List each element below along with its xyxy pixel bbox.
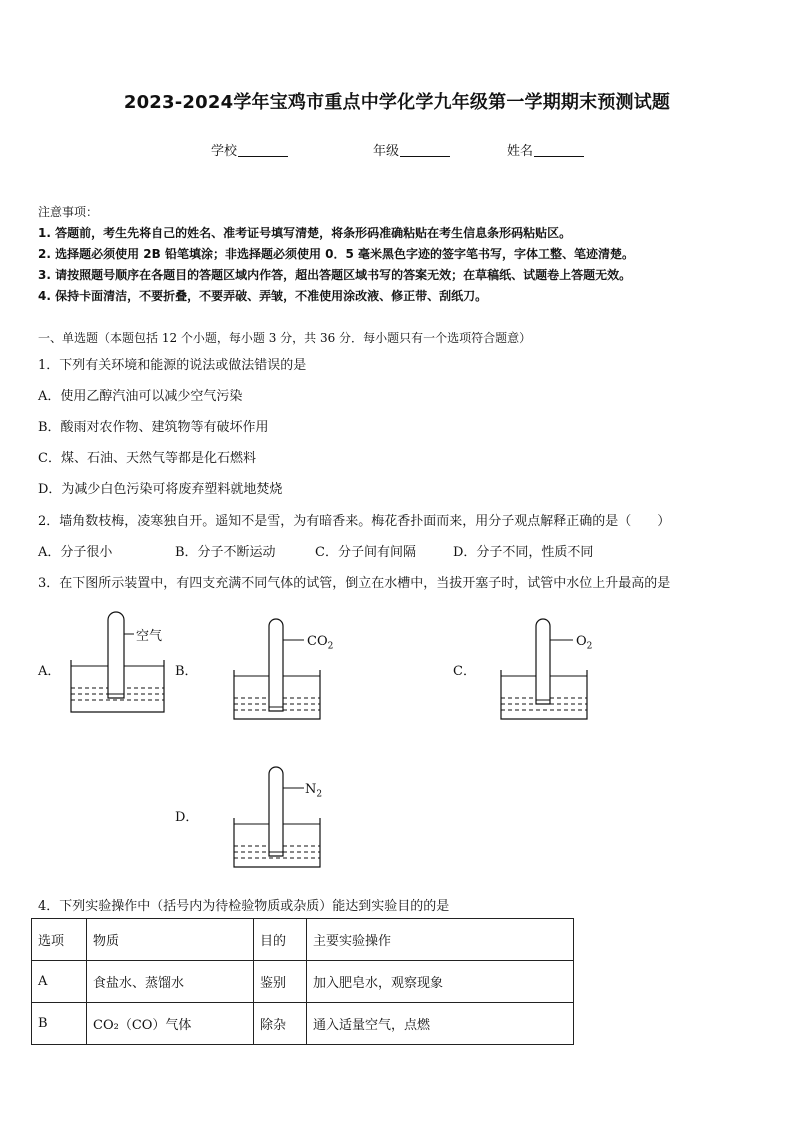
q3-option-c-letter: C．: [453, 664, 476, 679]
table-cell: 除杂: [254, 1003, 307, 1045]
table-cell: 加入肥皂水，观察现象: [307, 961, 574, 1003]
notice-item-2: 2. 选择题必须使用 2B 铅笔填涂；非选择题必须使用 0．5 毫米黑色字迹的签字笔书写，字体工整、笔迹清楚。: [38, 247, 634, 261]
table-cell: 通入适量空气，点燃: [307, 1003, 574, 1045]
name-label: 姓名: [507, 144, 534, 159]
table-header-cell: 目的: [254, 919, 307, 961]
q3-stem: 3．在下图所示装置中，有四支充满不同气体的试管，倒立在水槽中，当拔开塞子时，试管中水位上升最高的是: [38, 576, 671, 591]
school-field: [211, 140, 288, 159]
table-header-cell: 主要实验操作: [307, 919, 574, 961]
section-heading: 一、单选题（本题包括 12 个小题，每小题 3 分，共 36 分．每小题只有一个选项符合题意）: [38, 331, 532, 345]
table-header-cell: 物质: [87, 919, 254, 961]
table-cell: CO₂（CO）气体: [87, 1003, 254, 1045]
q1-option-b: B．酸雨对农作物、建筑物等有破坏作用: [38, 420, 269, 435]
q2-option-d: D．分子不同，性质不同: [453, 545, 594, 560]
q3-gas-label-d: $N_2$: [305, 782, 323, 800]
grade-field: [373, 140, 450, 159]
notice-item-3: 3. 请按照题号顺序在各题目的答题区域内作答，超出答题区域书写的答案无效；在草稿纸、试题卷上答题无效。: [38, 268, 632, 282]
q1-option-a: A．使用乙醇汽油可以减少空气污染: [38, 389, 243, 404]
q3-gas-label-c: $O_2$: [576, 634, 593, 652]
school-blank[interactable]: [238, 142, 288, 157]
name-blank[interactable]: [534, 142, 584, 157]
notice-heading: 注意事项：: [38, 205, 99, 219]
q2-option-b: B．分子不断运动: [175, 545, 276, 560]
q3-apparatus-d: [232, 764, 332, 874]
q3-option-d-letter: D．: [175, 810, 199, 825]
table-cell: 鉴别: [254, 961, 307, 1003]
q3-option-b-letter: B．: [175, 664, 198, 679]
notice-item-4: 4. 保持卡面清洁，不要折叠，不要弄破、弄皱，不准使用涂改液、修正带、刮纸刀。: [38, 289, 488, 303]
table-header-cell: 选项: [32, 919, 87, 961]
school-label: 学校: [211, 144, 238, 159]
q3-gas-label-b: $CO_2$: [307, 634, 334, 652]
q1-option-d: D．为减少白色污染可将废弃塑料就地焚烧: [38, 482, 283, 497]
q4-stem: 4．下列实验操作中（括号内为待检验物质或杂质）能达到实验目的的是: [38, 899, 450, 914]
table-row: [32, 961, 574, 1003]
q2-option-c: C．分子间有间隔: [315, 545, 416, 560]
q3-option-a-letter: A．: [38, 664, 61, 679]
q1-option-c: C．煤、石油、天然气等都是化石燃料: [38, 451, 256, 466]
q3-gas-label-a: 空气: [136, 629, 163, 644]
q3-apparatus-c: [499, 616, 599, 726]
page-title: 2023-2024学年宝鸡市重点中学化学九年级第一学期期末预测试题: [123, 92, 671, 113]
notice-item-1: 1. 答题前，考生先将自己的姓名、准考证号填写清楚，将条形码准确粘贴在考生信息条形码粘贴区。: [38, 226, 572, 240]
grade-blank[interactable]: [400, 142, 450, 157]
name-field: [507, 140, 584, 159]
table-row: [32, 1003, 574, 1045]
q2-stem: 2．墙角数枝梅，凌寒独自开。遥知不是雪，为有暗香来。梅花香扑面而来，用分子观点解释正确的是（ ）: [38, 514, 671, 529]
table-cell: A: [32, 961, 87, 1003]
q1-stem: 1．下列有关环境和能源的说法或做法错误的是: [38, 358, 307, 373]
q3-apparatus-b: [232, 616, 332, 726]
grade-label: 年级: [373, 144, 400, 159]
table-cell: B: [32, 1003, 87, 1045]
table-cell: 食盐水、蒸馏水: [87, 961, 254, 1003]
q4-table: [31, 918, 574, 1045]
table-header-row: [32, 919, 574, 961]
q2-option-a: A．分子很小: [38, 545, 113, 560]
